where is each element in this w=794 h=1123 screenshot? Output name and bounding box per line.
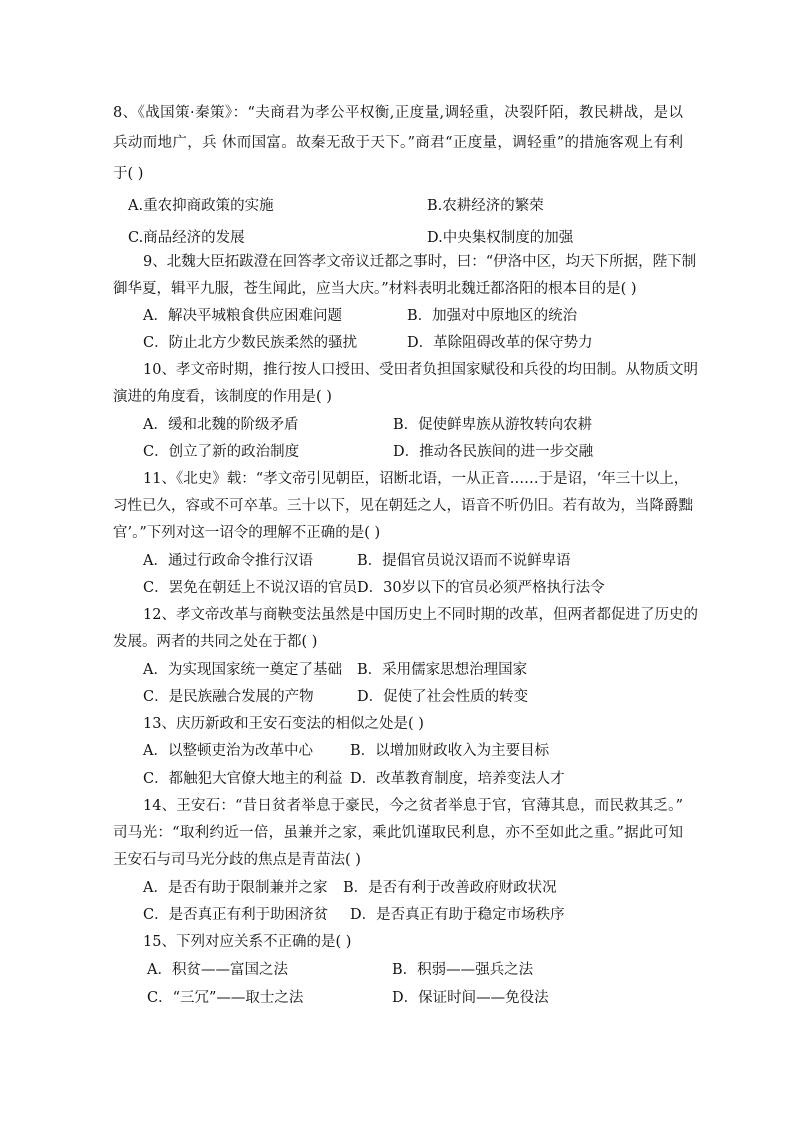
question-14-option-b[interactable]: B．是否有利于改善政府财政状况 — [343, 880, 557, 896]
question-10-line-2: 演进的角度看，该制度的作用是( ) — [113, 389, 332, 405]
question-15-option-a[interactable]: A．积贫——富国之法 — [147, 962, 288, 978]
question-8-option-d[interactable]: D.中央集权制度的加强 — [427, 230, 574, 246]
question-13-option-c[interactable]: C．都触犯大官僚大地主的利益 — [143, 771, 343, 787]
question-11-option-d[interactable]: D．30岁以下的官员必须严格执行法令 — [357, 580, 605, 596]
question-9-option-c[interactable]: C．防止北方少数民族柔然的骚扰 — [143, 335, 358, 351]
question-14-option-a[interactable]: A．是否有助于限制兼并之家 — [143, 880, 328, 896]
question-15-option-b[interactable]: B．积弱——强兵之法 — [392, 962, 534, 978]
question-11-option-b[interactable]: B．提倡官员说汉语而不说鲜卑语 — [357, 553, 571, 569]
question-13-option-b[interactable]: B．以增加财政收入为主要目标 — [350, 743, 550, 759]
question-13-line-1: 13、庆历新政和王安石变法的相似之处是( ) — [143, 716, 424, 732]
question-14-line-3: 王安石与司马光分歧的焦点是青苗法( ) — [113, 852, 361, 868]
question-14-line-1: 14、王安石：“昔日贫者举息于豪民，今之贫者举息于官，官薄其息，而民救其乏。” — [143, 798, 683, 814]
question-10-option-b[interactable]: B．促使鲜卑族从游牧转向农耕 — [393, 417, 593, 433]
question-15-line-1: 15、下列对应关系不正确的是( ) — [143, 934, 352, 950]
question-14-line-2: 司马光：“取利约近一倍，虽兼并之家，乘此饥谨取民利息，亦不至如此之重。”据此可知 — [113, 825, 683, 841]
question-9-line-2: 御华夏，辑平九服，苍生闻此，应当大庆。”材料表明北魏迁都洛阳的根本目的是( ) — [113, 281, 637, 297]
question-13-option-a[interactable]: A．以整顿吏治为改革中心 — [143, 743, 313, 759]
question-12-line-2: 发展。两者的共同之处在于都( ) — [113, 634, 318, 650]
question-10-option-c[interactable]: C．创立了新的政治制度 — [143, 444, 300, 460]
question-9-option-a[interactable]: A．解决平城粮食供应困难问题 — [143, 308, 342, 324]
question-13-option-d[interactable]: D．改革教育制度，培养变法人才 — [350, 771, 565, 787]
question-9-option-d[interactable]: D．革除阻碍改革的保守势力 — [407, 335, 593, 351]
question-10-line-1: 10、孝文帝时期，推行按人口授田、受田者负担国家赋役和兵役的均田制。从物质文明 — [143, 362, 698, 378]
question-15-option-d[interactable]: D．保证时间——免役法 — [392, 990, 549, 1006]
question-11-option-a[interactable]: A．通过行政命令推行汉语 — [143, 553, 313, 569]
question-9-line-1: 9、北魏大臣拓跋澄在回答孝文帝议迁都之事时，曰：“伊洛中区，均天下所据，陛下制 — [143, 254, 697, 270]
question-14-option-c[interactable]: C．是否真正有利于助困济贫 — [143, 907, 329, 923]
question-12-option-c[interactable]: C．是民族融合发展的产物 — [143, 689, 314, 705]
question-8-option-b[interactable]: B.农耕经济的繁荣 — [427, 198, 544, 214]
question-8-line-3: 于( ) — [113, 166, 144, 182]
question-11-line-2: 习性已久，容或不可卒革。三十以下，见在朝廷之人，语音不听仍旧。若有故为，当降爵黜 — [113, 498, 693, 514]
question-12-option-d[interactable]: D．促使了社会性质的转变 — [357, 689, 529, 705]
question-8-line-1: 8、《战国策·秦策》：“夫商君为孝公平权衡,正度量,调轻重，决裂阡陌，教民耕战，是以 — [113, 105, 683, 121]
question-8-line-2: 兵动而地广，兵 休而国富。故秦无敌于天下。”商君“正度量，调轻重”的措施客观上有利 — [113, 135, 683, 151]
question-8-option-c[interactable]: C.商品经济的发展 — [128, 230, 245, 246]
question-12-option-b[interactable]: B．采用儒家思想治理国家 — [357, 662, 528, 678]
question-11-option-c[interactable]: C．罢免在朝廷上不说汉语的官员 — [143, 580, 358, 596]
question-8-option-a[interactable]: A.重农抑商政策的实施 — [128, 198, 274, 214]
question-10-option-d[interactable]: D．推动各民族间的进一步交融 — [393, 444, 594, 460]
question-11-line-3: 官’。”下列对这一诏令的理解不正确的是( ) — [113, 525, 381, 541]
question-11-line-1: 11、《北史》载：“孝文帝引见朝臣，诏断北语，一从正音……于是诏，‘年三十以上， — [143, 471, 689, 487]
question-9-option-b[interactable]: B．加强对中原地区的统治 — [407, 308, 578, 324]
question-12-line-1: 12、孝文帝改革与商鞅变法虽然是中国历史上不同时期的改革，但两者都促进了历史的 — [143, 607, 698, 623]
question-15-option-c[interactable]: C．“三冗”——取士之法 — [147, 990, 304, 1006]
question-14-option-d[interactable]: D．是否真正有助于稳定市场秩序 — [350, 907, 565, 923]
question-12-option-a[interactable]: A．为实现国家统一奠定了基础 — [143, 662, 342, 678]
question-10-option-a[interactable]: A．缓和北魏的阶级矛盾 — [143, 417, 299, 433]
